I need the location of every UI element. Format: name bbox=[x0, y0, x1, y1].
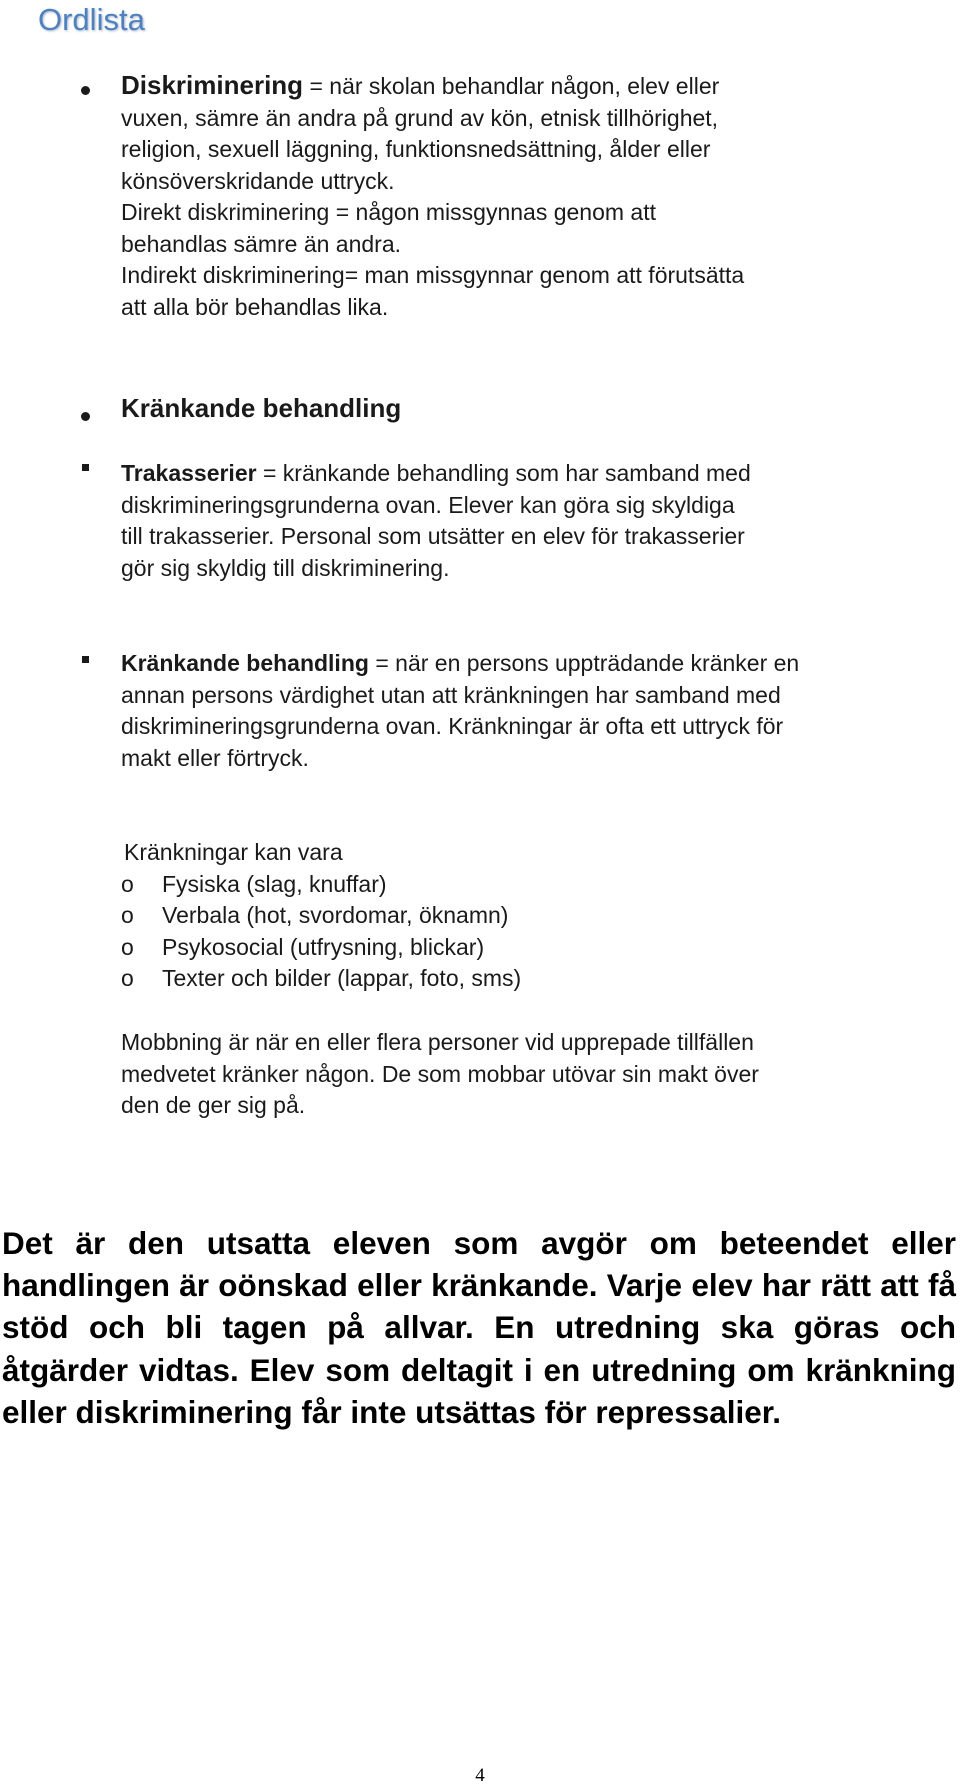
term-krankande: Kränkande behandling bbox=[121, 650, 369, 676]
definition-diskriminering: = när skolan behandlar någon, elev eller vuxen, sämre än andra på grund av kön, etnisk tillhörighet, religion, sexuell läggning, funktionsnedsättning, ålder eller könsöverskridande uttryck. bbox=[121, 73, 720, 194]
list-item bbox=[121, 869, 387, 901]
square-bullet-icon bbox=[82, 464, 89, 471]
list-item-text: Fysiska (slag, knuffar) bbox=[162, 870, 387, 897]
list-item bbox=[121, 900, 509, 932]
definition-trakasserier: = kränkande behandling som har samband med diskrimineringsgrunderna ovan. Elever kan göra sig skyldiga till trakasserier. Personal som utsätter en elev för trakasserier gör sig skyldig till diskriminering. bbox=[121, 460, 751, 581]
list-item bbox=[121, 963, 522, 995]
mobbning-paragraph: Mobbning är när en eller flera personer vid upprepade tillfällen medvetet kränker någon. De som mobbar utövar sin makt över den de ger sig på. bbox=[121, 1029, 759, 1118]
bullet-icon bbox=[81, 86, 90, 95]
bullet-icon bbox=[81, 412, 90, 421]
page-title: Ordlista bbox=[38, 2, 145, 37]
term-diskriminering: Diskriminering bbox=[121, 70, 304, 100]
bold-statement-paragraph: Det är den utsatta eleven som avgör om beteendet eller handlingen är oönskad eller kränkande. Varje elev har rätt att få stöd och bli tagen på allvar. En utredning ska göras och åtgärder vidtas. Elev som deltagit i en utredning om kränkning eller diskriminering får inte utsättas för repressalier. bbox=[2, 1225, 956, 1430]
section-heading-krankande: Kränkande behandling bbox=[121, 393, 402, 423]
definition-krankande: = när en persons uppträdande kränker en annan persons värdighet utan att kränkningen har samband med diskrimineringsgrunderna ovan. Kränkningar är ofta ett uttryck för makt eller förtryck. bbox=[121, 650, 800, 771]
krankande-entry bbox=[121, 648, 801, 774]
list-marker: o bbox=[121, 902, 134, 928]
term-trakasserier: Trakasserier bbox=[121, 460, 257, 486]
indirekt-diskriminering: Indirekt diskriminering= man missgynnar genom att förutsätta att alla bör behandlas lika. bbox=[121, 262, 745, 320]
square-bullet-icon bbox=[82, 656, 89, 663]
list-marker: o bbox=[121, 870, 134, 897]
krankningar-list bbox=[121, 837, 522, 995]
list-item-text: Psykosocial (utfrysning, blickar) bbox=[162, 933, 485, 960]
trakasserier-entry bbox=[121, 458, 761, 584]
list-marker: o bbox=[121, 965, 134, 991]
diskriminering-entry bbox=[121, 70, 761, 323]
list-item-text: Texter och bilder (lappar, foto, sms) bbox=[162, 965, 522, 991]
direkt-diskriminering: Direkt diskriminering = någon missgynnas genom att behandlas sämre än andra. bbox=[121, 199, 656, 257]
list-item bbox=[121, 932, 485, 964]
list-marker: o bbox=[121, 933, 134, 960]
list-intro: Kränkningar kan vara bbox=[124, 839, 343, 865]
page-number: 4 bbox=[475, 1765, 485, 1786]
list-item-text: Verbala (hot, svordomar, öknamn) bbox=[162, 902, 509, 928]
